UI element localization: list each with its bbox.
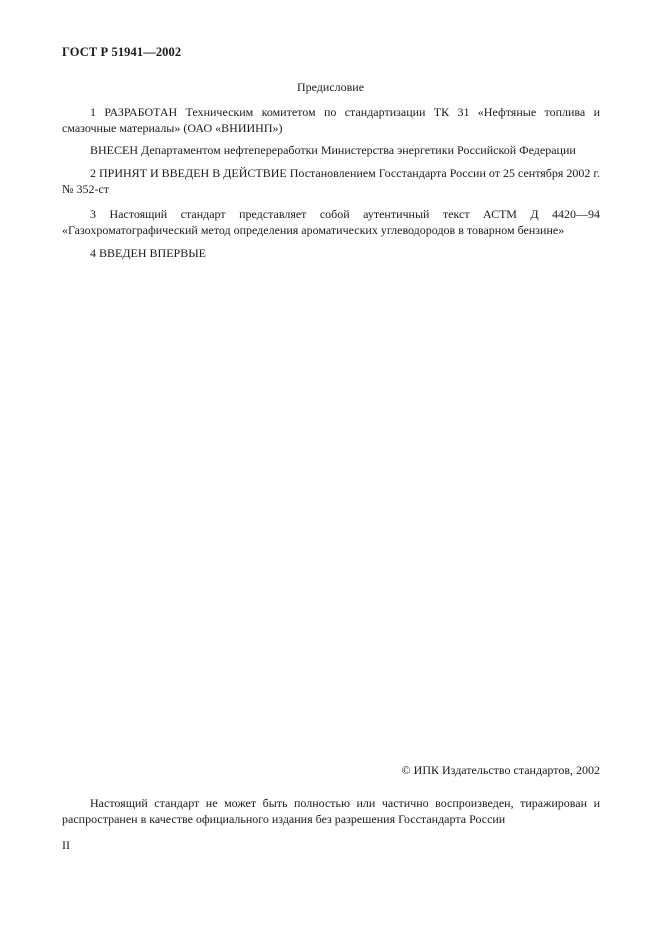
page-number: II	[62, 838, 70, 852]
copyright-line: © ИПК Издательство стандартов, 2002	[401, 763, 600, 777]
preface-paragraph-introduced: ВНЕСЕН Департаментом нефтепереработки Министерства энергетики Российской Федерации	[90, 143, 576, 157]
preface-title: Предисловие	[296, 80, 365, 94]
standard-code: ГОСТ Р 51941—2002	[62, 45, 182, 59]
preface-paragraph-authentic-text: 3 Настоящий стандарт представляет собой аутентичный текст АСТМ Д 4420—94 «Газохроматографический метод определения ароматических углеводородов в товарном бензине»	[62, 207, 600, 237]
preface-paragraph-first-introduced: 4 ВВЕДЕН ВПЕРВЫЕ	[90, 246, 206, 260]
preface-paragraph-adopted: 2 ПРИНЯТ И ВВЕДЕН В ДЕЙСТВИЕ Постановлением Госстандарта России от 25 сентября 2002 г. № 352-ст	[62, 166, 600, 196]
reproduction-notice: Настоящий стандарт не может быть полностью или частично воспроизведен, тиражирован и распространен в качестве официального издания без разрешения Госстандарта России	[62, 796, 600, 826]
preface-paragraph-developed: 1 РАЗРАБОТАН Техническим комитетом по стандартизации ТК 31 «Нефтяные топлива и смазочные материалы» (ОАО «ВНИИНП»)	[62, 105, 600, 135]
